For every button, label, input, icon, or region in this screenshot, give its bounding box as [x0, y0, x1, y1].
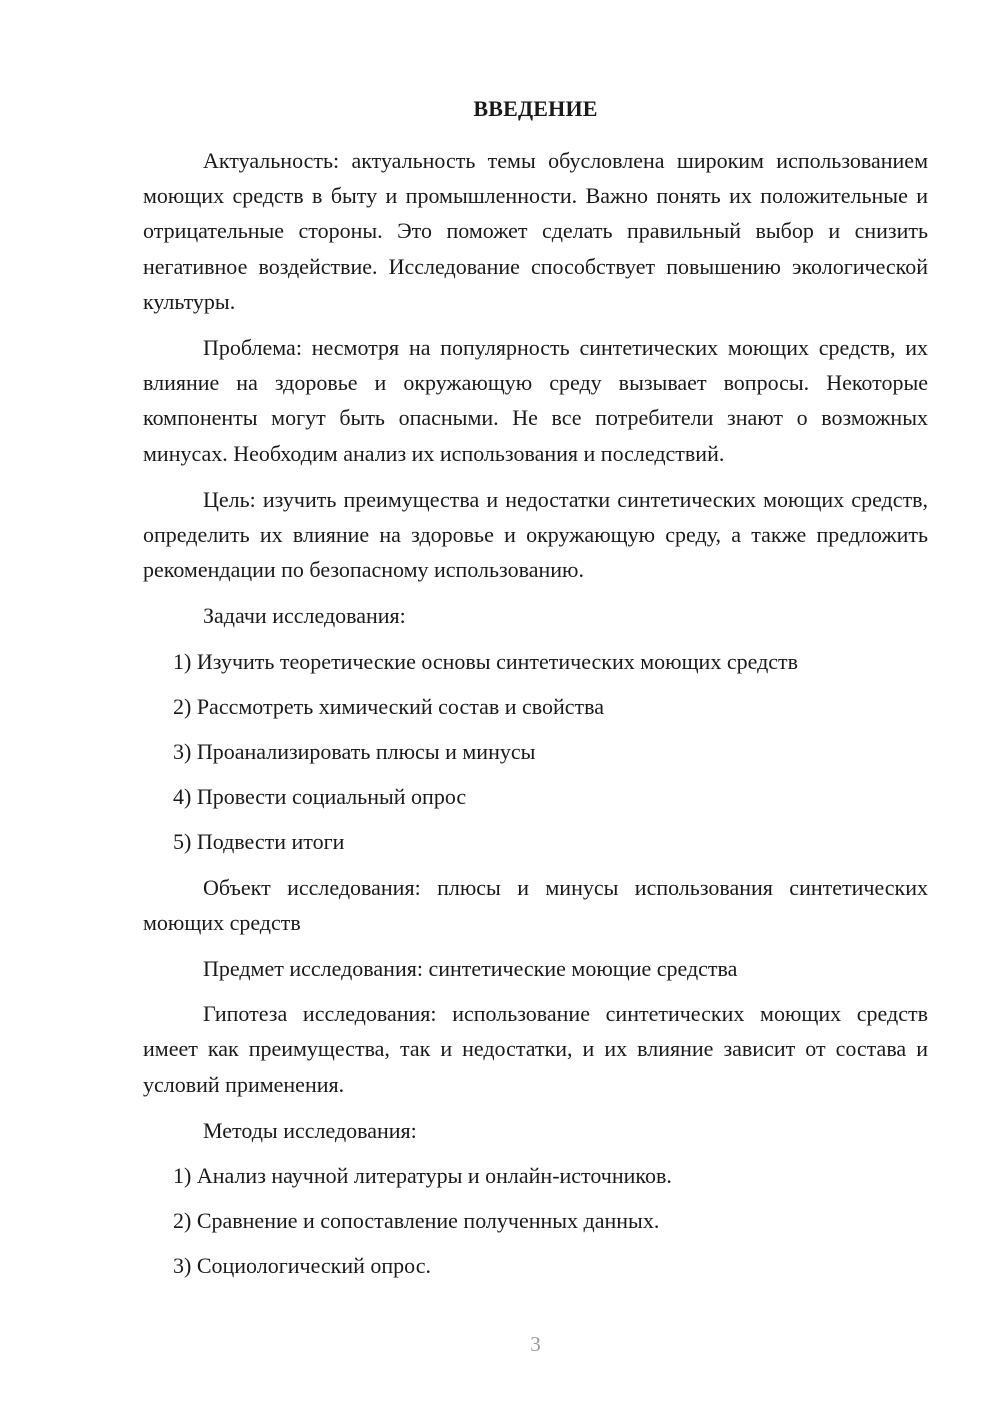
list-item: 4) Провести социальный опрос	[173, 784, 467, 810]
problem-paragraph: Проблема: несмотря на популярность синтетических моющих средств, их влияние на здоровье и окружающую среду вызывает вопросы. Некоторые компоненты могут быть опасными. Не все потребители знают о возможных минусах. Необходим анализ их использования и последствий.	[143, 335, 928, 466]
list-item: 3) Проанализировать плюсы и минусы	[173, 739, 536, 765]
tasks-list	[143, 644, 928, 860]
list-item: 2) Сравнение и сопоставление полученных данных.	[173, 1208, 660, 1234]
list-item: 5) Подвести итоги	[173, 829, 345, 855]
methods-list	[143, 1158, 928, 1284]
document-body	[143, 143, 928, 1294]
object-paragraph: Объект исследования: плюсы и минусы использования синтетических моющих средств	[143, 874, 928, 935]
page-number: 3	[530, 1332, 541, 1356]
list-item: 2) Рассмотреть химический состав и свойства	[173, 693, 605, 719]
goal-paragraph: Цель: изучить преимущества и недостатки синтетических моющих средств, определить их влияние на здоровье и окружающую среду, а также предложить рекомендации по безопасному использованию.	[143, 486, 928, 583]
tasks-heading: Задачи исследования:	[203, 603, 406, 629]
relevance-paragraph: Актуальность: актуальность темы обусловлена широким использованием моющих средств в быту и промышленности. Важно понять их положительные и отрицательные стороны. Это поможет сделать правильный выбор и снизить негативное воздействие. Исследование способствует повышению экологической культуры.	[143, 148, 928, 314]
hypothesis-paragraph: Гипотеза исследования: использование синтетических моющих средств имеет как преимущества, так и недостатки, и их влияние зависит от состава и условий применения.	[143, 1001, 928, 1097]
page-title: ВВЕДЕНИЕ	[473, 96, 598, 121]
list-item: 1) Изучить теоретические основы синтетических моющих средств	[173, 648, 799, 674]
methods-heading: Методы исследования:	[203, 1117, 417, 1143]
list-item: 3) Социологический опрос.	[173, 1253, 431, 1279]
subject-paragraph: Предмет исследования: синтетические моющие средства	[203, 956, 738, 982]
list-item: 1) Анализ научной литературы и онлайн-источников.	[173, 1163, 672, 1189]
